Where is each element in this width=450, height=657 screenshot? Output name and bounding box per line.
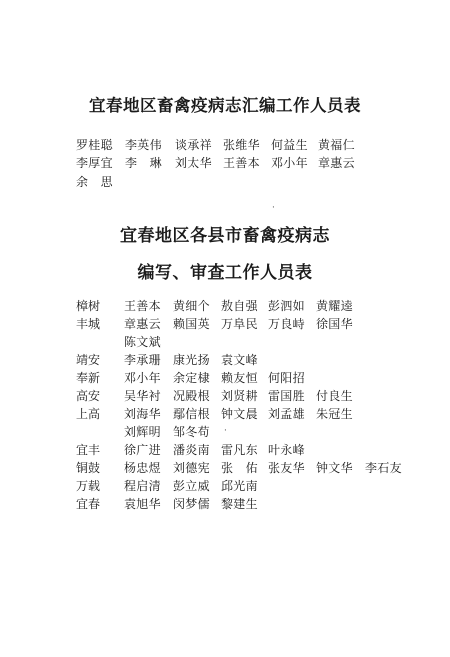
county-label: 靖安 (76, 353, 101, 367)
staff-name: 程启清 (124, 479, 161, 493)
staff-name: 康光扬 (173, 353, 210, 367)
staff-name: 邓小年 (124, 371, 161, 385)
section2-title-line2: 编写、审查工作人员表 (137, 263, 313, 283)
county-row (0, 297, 450, 315)
section2-title-line1: 宜春地区各县市畜禽疫病志 (120, 226, 330, 246)
staff-name: 李厚宜 (76, 156, 113, 170)
staff-name: 刘德宪 (173, 461, 210, 475)
staff-name: 黎建生 (221, 497, 258, 511)
county-label: 上高 (76, 407, 101, 421)
county-label: 高安 (76, 389, 101, 403)
staff-name: 袁旭华 (124, 497, 161, 511)
staff-name: 李石友 (365, 461, 402, 475)
county-row (0, 405, 450, 423)
staff-name: 黄耀逵 (316, 299, 353, 313)
staff-name: 何阳招 (268, 371, 305, 385)
staff-name: 万阜民 (221, 317, 258, 331)
staff-name: 付良生 (316, 389, 353, 403)
staff-name: 雷国胜 (268, 389, 305, 403)
staff-name: 徐广进 (124, 443, 161, 457)
staff-name: 钟文华 (316, 461, 353, 475)
staff-name: 王善本 (124, 299, 161, 313)
staff-name: 赖国英 (173, 317, 210, 331)
staff-name: 邓小年 (271, 156, 308, 170)
county-row (0, 387, 450, 405)
county-row (0, 315, 450, 333)
county-row (0, 351, 450, 369)
section1-row (0, 154, 450, 172)
staff-name: 李英伟 (125, 138, 162, 152)
staff-name: 张友华 (268, 461, 305, 475)
staff-name: 黄细个 (173, 299, 210, 313)
staff-name: 钟文晨 (221, 407, 258, 421)
staff-name: 雷凡东 (221, 443, 258, 457)
staff-name: 黄福仁 (318, 138, 355, 152)
scan-speck: · (224, 426, 227, 436)
staff-name: 彭立威 (173, 479, 210, 493)
staff-name: 章惠云 (124, 317, 161, 331)
staff-name: 刘贤耕 (221, 389, 258, 403)
county-row (0, 459, 450, 477)
staff-name: 余定棣 (173, 371, 210, 385)
county-label: 万载 (76, 479, 101, 493)
staff-name: 王善本 (223, 156, 260, 170)
county-row (0, 477, 450, 495)
staff-name: 杨忠煜 (124, 461, 161, 475)
staff-name: 万良峙 (268, 317, 305, 331)
staff-name: 李承珊 (124, 353, 161, 367)
staff-name: 徐国华 (316, 317, 353, 331)
staff-name: 邹冬苟 (173, 425, 210, 439)
staff-name: 彭泗如 (268, 299, 305, 313)
staff-name: 罗桂聪 (76, 138, 113, 152)
staff-name: 刘辉明 (124, 425, 161, 439)
staff-name: 吴华衬 (124, 389, 161, 403)
county-row (0, 333, 450, 351)
staff-name: 刘孟雄 (268, 407, 305, 421)
county-label: 樟树 (76, 299, 101, 313)
county-label: 宜春 (76, 497, 101, 511)
county-row (0, 495, 450, 513)
staff-name: 陈文斌 (124, 335, 161, 349)
section1-row (0, 136, 450, 154)
scan-speck: · (272, 203, 275, 213)
staff-name: 刘海华 (124, 407, 161, 421)
section1-title: 宜春地区畜禽疫病志汇编工作人员表 (89, 96, 361, 115)
staff-name: 余 思 (76, 175, 113, 189)
county-row (0, 441, 450, 459)
staff-name: 何益生 (271, 138, 308, 152)
county-row (0, 369, 450, 387)
staff-name: 鄢信根 (173, 407, 210, 421)
staff-name: 况殿根 (173, 389, 210, 403)
staff-name: 闵梦儒 (173, 497, 210, 511)
county-label: 丰城 (76, 317, 101, 331)
staff-name: 张维华 (223, 138, 260, 152)
staff-name: 潘炎南 (173, 443, 210, 457)
staff-name: 张 佑 (221, 461, 258, 475)
county-label: 宜丰 (76, 443, 101, 457)
staff-name: 谈承祥 (175, 138, 212, 152)
staff-name: 章惠云 (318, 156, 355, 170)
staff-name: 朱冠生 (316, 407, 353, 421)
staff-name: 赖友恒 (221, 371, 258, 385)
section1-row (0, 173, 450, 191)
county-label: 铜鼓 (76, 461, 101, 475)
staff-name: 敖自强 (221, 299, 258, 313)
staff-name: 李 琳 (125, 156, 162, 170)
staff-name: 叶永峰 (268, 443, 305, 457)
staff-name: 邱光南 (221, 479, 258, 493)
staff-name: 刘太华 (175, 156, 212, 170)
county-label: 奉新 (76, 371, 101, 385)
staff-name: 袁文峰 (221, 353, 258, 367)
